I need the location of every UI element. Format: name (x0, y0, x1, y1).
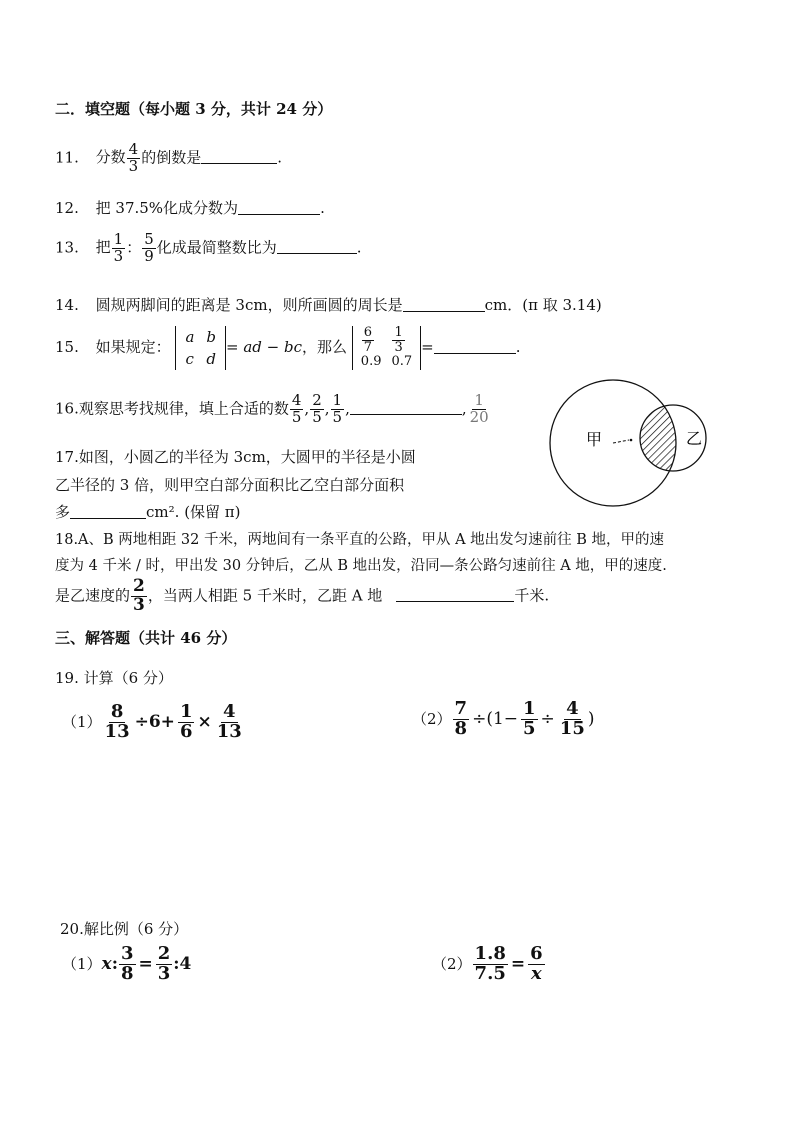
radius-marker (613, 440, 629, 443)
q11-number: 11. (55, 148, 79, 167)
q15-determinant-value: $\frac{6}{7}$ $\frac{1}{3}$ 0.9 0.7 (352, 326, 421, 370)
q16-fraction-2: $\frac{2}{5}$ (312, 391, 322, 426)
q17-line-3: 多 cm². (保留 π) (55, 503, 241, 521)
question-15: 15. 如果规定： a b c d = ad − bc，那么 $\frac{6}{7}$ $\frac{1}{3}$ 0.9 0.7 = . (55, 325, 521, 370)
q12-answer-blank[interactable] (238, 200, 320, 215)
section-2-title: 二．填空题（每小题 3 分，共计 24 分） (55, 100, 333, 118)
q18-answer-blank[interactable] (396, 587, 514, 602)
question-14: 14. 圆规两脚间的距离是 3cm，则所画圆的周长是 cm．(π 取 3.14) (55, 296, 602, 314)
q19-part-1: （1） $\frac{8}{13}$ ÷6+ $\frac{1}{6}$ × $\frac{4}{13}$ (62, 701, 242, 742)
question-12: 12. 把 37.5%化成分数为 . (55, 199, 325, 217)
q17-circles-figure (545, 378, 720, 516)
q19-title: 19. 计算（6 分） (55, 669, 173, 687)
q16-fraction-last: $\frac{1}{20}$ (469, 391, 489, 426)
q16-fraction-3: $\frac{1}{5}$ (332, 391, 343, 426)
question-13: 13. 把 $\frac{1}{3}$ ： $\frac{5}{9}$ 化成最简整数比为 . (55, 230, 362, 265)
section-3-title: 三、解答题（共计 46 分） (55, 629, 237, 647)
q17-line-1: 17.如图，小圆乙的半径为 3cm，大圆甲的半径是小圆 (55, 448, 416, 466)
question-16: 16.观察思考找规律，填上合适的数 $\frac{4}{5}$ , $\frac{2}{5}$ , $\frac{1}{5}$ , , $\frac{1}{20}$ (55, 391, 489, 426)
q18-line-3: 是乙速度的 $\frac{2}{3}$ ，当两人相距 5 千米时，乙距 A 地 千米. (55, 576, 550, 615)
q13-fraction-2: $\frac{5}{9}$ (144, 230, 154, 265)
q11-fraction: $\frac{4}{3}$ (128, 140, 139, 175)
label-yi: 乙 (686, 429, 703, 448)
question-11: 11. 分数 $\frac{4}{3}$ 的倒数是 . (55, 140, 282, 175)
q20-title: 20.解比例（6 分） (60, 920, 189, 938)
q13-fraction-1: $\frac{1}{3}$ (113, 230, 124, 265)
q17-answer-blank[interactable] (70, 504, 146, 519)
q15-determinant-definition: a b c d (175, 326, 226, 370)
q17-line-2: 乙半径的 3 倍，则甲空白部分面积比乙空白部分面积 (55, 476, 405, 494)
q15-answer-blank[interactable] (434, 339, 516, 354)
q14-answer-blank[interactable] (403, 297, 485, 312)
label-jia: 甲 (586, 430, 603, 449)
q18-line-1: 18.A、B 两地相距 32 千米，两地间有一条平直的公路，甲从 A 地出发匀速前往 B 地，甲的速 (55, 532, 665, 548)
q20-part-2: （2） $\frac{1.8}{7.5}$ = $\frac{6}{x}$ (432, 943, 543, 984)
q19-part-2: （2） $\frac{7}{8}$ ÷(1− $\frac{1}{5}$ ÷ $\frac{4}{15}$ ) (412, 698, 595, 739)
q18-fraction: $\frac{2}{3}$ (133, 576, 145, 615)
q16-answer-blank[interactable] (350, 400, 462, 415)
q13-answer-blank[interactable] (277, 239, 357, 254)
q20-part-1: （1）x: $\frac{3}{8}$ = $\frac{2}{3}$ :4 (62, 943, 192, 984)
q11-answer-blank[interactable] (201, 149, 277, 164)
q16-fraction-1: $\frac{4}{5}$ (291, 391, 302, 426)
q18-line-2: 度为 4 千米 / 时，甲出发 30 分钟后，乙从 B 地出发，沿同—条公路匀速前往 A 地，甲的速度. (55, 558, 667, 574)
